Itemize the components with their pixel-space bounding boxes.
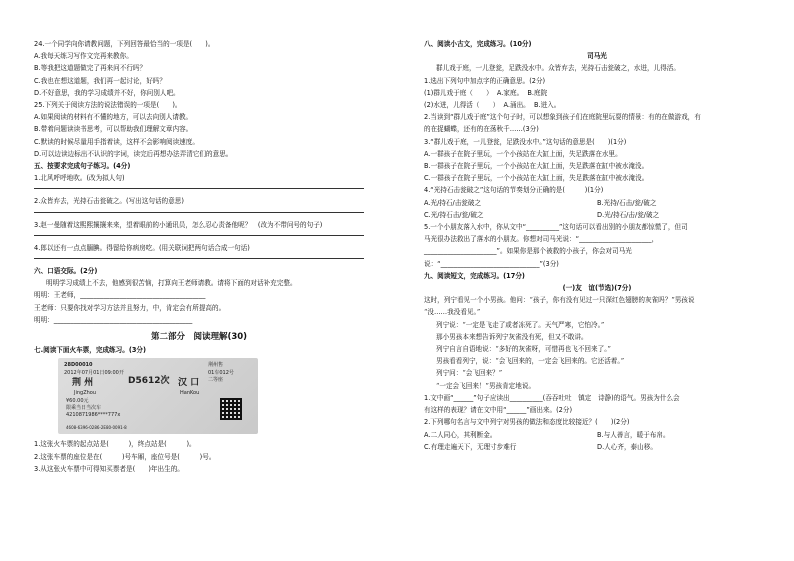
- ticket-id: 4210871986****777x: [66, 412, 121, 419]
- ticket-price: ¥60.00元: [66, 398, 89, 405]
- dialogue-line: 王老师：只要你找对学习方法并且努力，中，肯定会有所提高的。: [34, 303, 226, 312]
- sentence-task: 2.众皆弃去，光持石击瓮破之。(写出这句话的意思): [34, 197, 184, 206]
- q8-2: 2.当读到“群儿戏于庭”这个句子时，可以想象到孩子们在庭院里玩耍的情景：有的在做游戏，有: [424, 113, 701, 122]
- left-column: [34, 38, 364, 475]
- q8-3: 3.“群儿戏于庭，一儿登瓮，足跌没水中。”这句话的意思是( )(1分): [424, 137, 627, 146]
- ticket-serial: 28D00010: [64, 362, 93, 369]
- q9-2-options: A.二人同心，其利断金。 B.与人善言，暖于布帛。: [424, 430, 670, 439]
- answer-line[interactable]: [34, 211, 364, 213]
- q8-5: 马光很办法救出了落水的小朋友。你想对司马光说：“______________________，: [424, 235, 659, 244]
- dialogue-line: 明明：__________________________________________: [34, 315, 193, 324]
- section-8-title: 八、阅读小古文，完成练习。(10分): [424, 40, 532, 48]
- ticket-to: 汉 口: [178, 378, 200, 389]
- q24-option: C.我也在想这道题，我们再一起讨论，好吗？: [34, 76, 166, 85]
- q9-2: 2.下列哪句名言与文中列宁对男孩的做法和态度比较接近？( )(2分): [424, 418, 630, 427]
- passage-paragraph: 那小男孩本来想告诉列宁灰雀没有死，但又不敢讲。: [436, 332, 588, 341]
- q9-2-options: C.有理走遍天下，无理寸步难行 D.人心齐，泰山移。: [424, 442, 657, 451]
- ticket-agent: 荆州售: [208, 362, 224, 369]
- sentence-task: 4.郎以还有一点点腼腆。得留给你病房吃。(用关联词把两句话合成一句话): [34, 243, 250, 252]
- question-24: 24.一个同学向你请教问题，下列回答最恰当的一项是( )。: [34, 40, 215, 48]
- ticket-seat-class: 二等座: [208, 377, 224, 384]
- q8-3-option: C.一群孩子在院子里玩，一个小孩站在大缸上面，失足跌落在缸中被水淹没。: [424, 174, 649, 183]
- q8-3-option: B.一群孩子在院子里玩，一个小孩站在大缸上面，失足跌落在缸中被水淹没。: [424, 162, 649, 171]
- section-9-title: 九、阅读短文，完成练习。(17分): [424, 271, 525, 280]
- passage-paragraph: 列宁说：“一定是飞走了或者冻死了。天气严寒，它怕冷。”: [436, 320, 605, 329]
- section-7-title: 七.阅读下面火车票，完成练习。(3分): [34, 346, 147, 355]
- ticket-footer: 4608-6396-0286-2E80-0091-8: [66, 425, 127, 431]
- right-column: [424, 38, 770, 453]
- q8-3-option: A.一群孩子在院子里玩，一个小孩站在大缸上面，失足跌落在水里。: [424, 149, 622, 158]
- ticket-from-pinyin: JingZhou: [74, 390, 97, 397]
- passage-paragraph: “一定会飞回来！”男孩肯定地说。: [436, 381, 536, 390]
- sentence-task: 3.赵一曼随着这熙熙攘攘来来，望着眼前的小通讯员，怎么忍心责备他呢？ (改为不带问号的句子): [34, 220, 323, 229]
- q25-option: A.如果阅读的材料有不懂的地方，可以去向别人请教。: [34, 113, 193, 122]
- q25-option: D.可以边读边标出不认识的字词，读完后再想办法弄清它们的意思。: [34, 149, 233, 158]
- ticket-question: 2.这张车票的座位是在( )号车厢，座位号是( )号。: [34, 452, 216, 461]
- q9-1: 1.文中画“______”句子应读出__________(吞吞吐吐 镇定 诗静)的语气。男孩为什么会: [424, 393, 680, 402]
- q8-1-a: (1)群儿戏于庭（ ） A.家庭。 B.庭院: [424, 88, 548, 97]
- poem-title: 司马光: [587, 52, 607, 61]
- dialogue-line: 明明：王老师，______________________________________: [34, 291, 206, 300]
- section-5-title: 五、按要求完成句子练习。(4分): [34, 162, 131, 171]
- ticket-question: 3.从这张火车票中可得知买票者是( )年出生的。: [34, 464, 184, 473]
- ticket-train-number: D5612次: [128, 376, 170, 387]
- q25-option: C.默读的时候尽量用手指着读，这样不会影响阅读速度。: [34, 137, 199, 146]
- passage-paragraph: “没……我没看见。”: [424, 308, 481, 317]
- q8-1-b: (2)水迸，儿得活（ ） A.涌出。 B.迸入。: [424, 101, 561, 110]
- q8-5: ______________________”。如果你是那个被救的小孩子，你会对司马光: [424, 247, 632, 256]
- qr-code-icon: [220, 398, 242, 420]
- section-6-title: 六、口语交际。(2分): [34, 267, 98, 276]
- passage-paragraph: 男孩看看列宁，说：“会飞回来的，一定会飞回来的。它还活着。”: [436, 357, 625, 366]
- passage-title: (一)友 谊(节选)(7分): [562, 284, 632, 293]
- passage-paragraph: 列宁自言自语地说：“多好的灰雀呀，可惜再也飞不回来了。”: [436, 345, 611, 354]
- ticket-note: 限乘当日当次车: [66, 405, 102, 412]
- q9-1-cont: 有这样的表现？请在文中用“______”画出来。(2分): [424, 406, 573, 415]
- q24-option: A.我每天练习写作文完再来教你。: [34, 52, 133, 61]
- q8-5: 说：“______________________________”(3分): [424, 259, 559, 268]
- q8-2-cont: 的在捉蝴蝶，还有的在荡秋千……(3分): [424, 125, 539, 134]
- q25-option: B.带着问题读读书思考，可以帮助我们理解文章内容。: [34, 125, 193, 134]
- ticket-carriage: 01车012号: [208, 370, 234, 377]
- ticket-to-pinyin: HanKou: [180, 390, 200, 397]
- train-ticket-image: [58, 358, 258, 434]
- answer-line[interactable]: [34, 234, 364, 236]
- q8-4: 4.“光持石击瓮破之”这句话的节奏划分正确的是( )(1分): [424, 186, 604, 195]
- q24-option: B.等我把这道题做完了再来问不行吗？: [34, 64, 147, 73]
- ticket-datetime: 2012年07月01日09:00开: [64, 370, 124, 377]
- poem-text: 群儿戏于庭，一儿登瓮，足跌没水中。众皆弃去，光持石击瓮破之，水迸，儿得活。: [436, 64, 680, 73]
- passage-paragraph: 这时，列宁看见一个小男孩。他问：“孩子，你有没有见过一只深红色翅膀的灰雀吗？”男孩说: [424, 296, 695, 305]
- answer-line[interactable]: [34, 187, 364, 189]
- part-2-heading: 第二部分 阅读理解(30): [150, 332, 248, 343]
- q8-4-options: C.光/持石击/瓮/破之 D.光/持石/击/瓮/破之: [424, 210, 660, 219]
- sentence-task: 1.北风呼呼地吹。(改为拟人句): [34, 174, 125, 183]
- q8-5: 5.一个小朋友落入水中，你从文中“__________”这句话可以看出别的小朋友都惊慌了，但司: [424, 223, 688, 232]
- q8-4-options: A.光/持石/击瓮破之 B.光持/石击/瓮/破之: [424, 198, 657, 207]
- question-25: 25.下列关于阅读方法的说法错误的一项是( )。: [34, 101, 182, 110]
- q24-option: D.不好意思，我的学习成绩并不好，你问别人吧。: [34, 88, 180, 97]
- section-6-description: 明明学习成绩上不去，他感到很苦恼，打算向王老师请教。请将下面的对话补充完整。: [46, 279, 297, 288]
- answer-line[interactable]: [34, 257, 364, 259]
- ticket-question: 1.这张火车票的起点站是( )，终点站是( )。: [34, 440, 196, 449]
- q8-1: 1.选出下列句中加点字的正确意思。(2分): [424, 76, 546, 85]
- ticket-from: 荆 州: [72, 378, 94, 389]
- passage-paragraph: 列宁问：“会飞回来？”: [436, 369, 503, 378]
